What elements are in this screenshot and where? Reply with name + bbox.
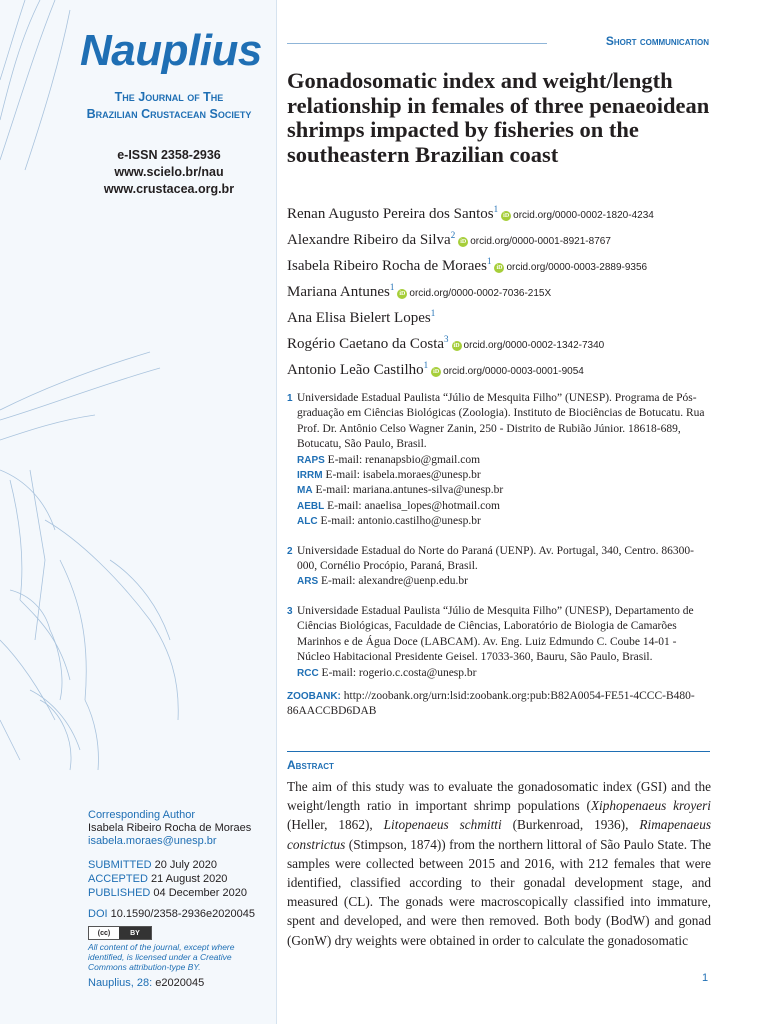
- journal-logo: Nauplius: [80, 26, 262, 75]
- published-label: PUBLISHED: [88, 887, 151, 899]
- email-text[interactable]: E-mail: mariana.antunes-silva@unesp.br: [315, 484, 504, 497]
- citation: [88, 977, 204, 989]
- abstract-part: (Heller, 1862),: [287, 817, 384, 833]
- author-affil: 1: [486, 256, 492, 266]
- doi-label: DOI: [88, 908, 108, 920]
- author-affil: 1: [423, 360, 429, 370]
- license-text: All content of the journal, except where identified, is licensed under a Creative Commons attribution-type BY.: [88, 942, 235, 972]
- species-name: Rimapenaeus constrictus: [287, 817, 712, 852]
- affiliation-email: [297, 574, 707, 589]
- species-name: Xiphopenaeus kroyeri: [590, 798, 712, 814]
- affiliation-number: 3: [287, 605, 293, 617]
- orcid-link[interactable]: orcid.org/0000-0002-1820-4234: [513, 210, 654, 221]
- affiliation-email: [297, 514, 707, 529]
- author-affil: 1: [493, 204, 499, 214]
- email-text[interactable]: E-mail: alexandre@uenp.edu.br: [321, 575, 468, 588]
- affiliation-number: 2: [287, 545, 293, 557]
- orcid-icon: iD: [496, 265, 503, 271]
- orcid-icon: iD: [453, 343, 460, 349]
- header-rule: [287, 43, 547, 44]
- url-scielo[interactable]: www.scielo.br/nau: [114, 165, 224, 179]
- affiliation-email: [297, 468, 707, 483]
- affiliation-email: [297, 453, 707, 468]
- affiliation-number: 1: [287, 393, 293, 404]
- author-list: [287, 199, 727, 381]
- orcid-link[interactable]: orcid.org/0000-0003-0001-9054: [443, 366, 584, 377]
- journal-info: [60, 148, 278, 199]
- zoobank-label: ZOOBANK:: [287, 691, 341, 702]
- zoobank: [287, 689, 707, 720]
- author-item: [287, 277, 727, 303]
- corresponding-author: [88, 809, 251, 848]
- corresponding-name: Isabela Ribeiro Rocha de Moraes: [88, 822, 252, 834]
- species-name: Litopenaeus schmitti: [383, 817, 502, 833]
- affiliation-text: Universidade Estadual Paulista “Júlio de Mesquita Filho” (UNESP). Programa de Pós-graduação em Ciências Biológicas (Zoologia). Instituto de Biociências de Botucatu. Rua Prof. Dr. Antônio Celso Wagner Zanin, 250 - Distrito de Rubião Júnior. 18618-689, Botucatu, São Paulo, Brasil.: [297, 392, 705, 451]
- author-name: Ana Elisa Bielert Lopes: [287, 310, 431, 326]
- author-initials: ALC: [297, 516, 318, 528]
- abstract-heading: Abstract: [287, 758, 334, 772]
- author-initials: MA: [297, 485, 313, 497]
- author-item: [287, 225, 727, 251]
- affiliation-text: Universidade Estadual Paulista “Júlio de Mesquita Filho” (UNESP), Departamento de Ciências Biológicas, Faculdade de Ciências, Laboratório de Biologia de Camarões Marinhos e de Água Doce (LABCAM). Av. Eng. Luiz Edmundo C. Coube 14-01 - Núcleo Habitacional Presidente Geisel. 17033-360, Bauru, São Paulo, Brasil.: [297, 604, 694, 664]
- section-label: Short communication: [605, 34, 709, 48]
- author-item: [287, 303, 727, 329]
- journal-subtitle-line2: Brazilian Crustacean Society: [86, 107, 252, 121]
- affiliation-email: [297, 499, 707, 514]
- author-initials: ARS: [297, 576, 319, 588]
- corresponding-email[interactable]: isabela.moraes@unesp.br: [88, 835, 217, 847]
- abstract-part: The aim of this study was to evaluate the gonadosomatic index (GSI) and the weight/length ratio in important shrimp populations (: [287, 779, 711, 814]
- affiliation-item: [287, 544, 707, 590]
- author-name: Alexandre Ribeiro da Silva: [287, 232, 451, 248]
- author-item: [287, 355, 727, 381]
- submitted-label: SUBMITTED: [88, 859, 152, 871]
- author-initials: RAPS: [297, 454, 325, 466]
- author-name: Renan Augusto Pereira dos Santos: [287, 206, 494, 222]
- orcid-link[interactable]: orcid.org/0000-0002-7036-215X: [409, 288, 552, 299]
- journal-subtitle: [60, 89, 278, 123]
- orcid-link[interactable]: orcid.org/0000-0001-8921-8767: [470, 236, 611, 247]
- author-affil: 2: [450, 230, 456, 240]
- author-affil: 3: [444, 334, 449, 344]
- affiliation-item: [287, 604, 707, 681]
- author-initials: AEBL: [297, 500, 325, 512]
- orcid-icon: iD: [460, 239, 467, 245]
- email-text[interactable]: E-mail: isabela.moraes@unesp.br: [325, 469, 481, 482]
- orcid-icon: iD: [433, 369, 440, 375]
- affiliation-text: Universidade Estadual do Norte do Paraná (UENP). Av. Portugal, 340, Centro. 86300-000, Cornélio Procópio, Paraná, Brasil.: [297, 544, 694, 573]
- affiliations: [287, 391, 707, 695]
- orcid-link[interactable]: orcid.org/0000-0003-2889-9356: [506, 262, 648, 273]
- author-item: [287, 329, 727, 355]
- doi-value[interactable]: 10.1590/2358-2936e2020045: [110, 908, 255, 920]
- published-date: 04 December 2020: [153, 887, 247, 899]
- abstract-part: (Stimpson, 1874)) from the northern littoral of São Paulo State. The samples were collected between 2015 and 2016, with 212 females that were identified, classified according to their gonadal development stage, and measured (CL). The gonads were macroscopically classified into immature, spent and developed, and were then removed. Both body (BodW) and gonad (GonW) dry weights were obtained in order to calculate the gonadosomatic: [287, 836, 711, 948]
- accepted-date: 21 August 2020: [150, 873, 228, 885]
- author-initials: IRRM: [297, 470, 323, 482]
- page-number: 1: [702, 972, 709, 984]
- issn: e-ISSN 2358-2936: [117, 148, 221, 162]
- affiliation-email: [297, 666, 707, 681]
- orcid-icon: iD: [399, 291, 406, 297]
- author-affil: 1: [430, 308, 436, 318]
- abstract-rule: [287, 751, 710, 752]
- author-name: Antonio Leão Castilho: [287, 362, 424, 378]
- corresponding-label: Corresponding Author: [88, 809, 196, 821]
- affiliation-email: [297, 483, 707, 498]
- abstract-text: [287, 777, 711, 950]
- affiliation-item: [287, 391, 707, 530]
- email-text[interactable]: E-mail: anaelisa_lopes@hotmail.com: [327, 499, 500, 512]
- orcid-link[interactable]: orcid.org/0000-0002-1342-7340: [463, 340, 605, 351]
- author-name: Mariana Antunes: [287, 284, 390, 300]
- email-text[interactable]: E-mail: renanapsbio@gmail.com: [327, 453, 481, 466]
- url-crustacea[interactable]: www.crustacea.org.br: [103, 182, 235, 196]
- citation-label: Nauplius, 28:: [88, 977, 153, 989]
- accepted-label: ACCEPTED: [88, 873, 148, 885]
- article-dates: [88, 858, 247, 900]
- author-item: [287, 251, 727, 277]
- citation-value: e2020045: [155, 977, 205, 989]
- orcid-icon: iD: [503, 213, 510, 219]
- author-affil: 1: [389, 282, 395, 292]
- abstract-part: (Burkenroad, 1936),: [501, 817, 640, 833]
- journal-subtitle-line1: The Journal of The: [114, 90, 224, 104]
- email-text[interactable]: E-mail: antonio.castilho@unesp.br: [320, 515, 481, 528]
- zoobank-link[interactable]: http://zoobank.org/urn:lsid:zoobank.org:pub:B82A0054-FE51-4CCC-B480-86AACCBD6DAB: [287, 690, 695, 718]
- by-icon: BY: [119, 927, 151, 939]
- author-name: Isabela Ribeiro Rocha de Moraes: [287, 258, 487, 274]
- article-title: Gonadosomatic index and weight/length relationship in females of three penaeoidean shrimps impacted by fisheries on the southeastern Brazilian coast: [287, 68, 710, 167]
- cc-icon: (cc): [97, 929, 111, 937]
- submitted-date: 20 July 2020: [154, 859, 218, 871]
- author-item: [287, 199, 727, 225]
- author-initials: RCC: [297, 667, 319, 679]
- cc-license-badge[interactable]: [88, 926, 152, 940]
- email-text[interactable]: E-mail: rogerio.c.costa@unesp.br: [321, 666, 477, 679]
- doi: [88, 908, 255, 920]
- author-name: Rogério Caetano da Costa: [287, 336, 445, 352]
